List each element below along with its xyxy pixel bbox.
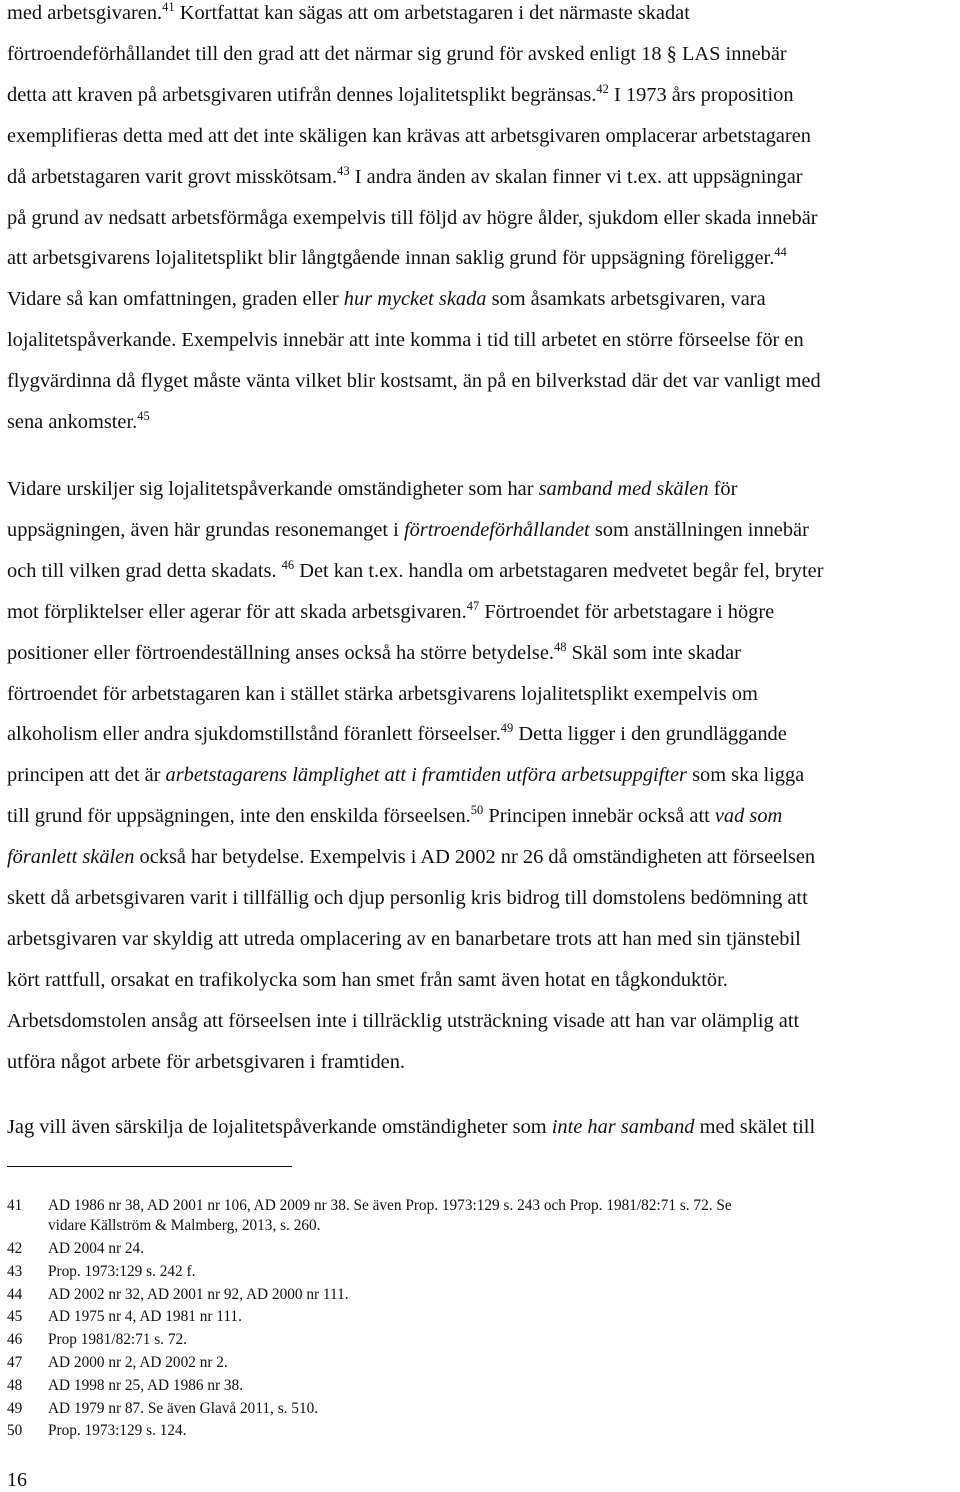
footnote-text: Prop 1981/82:71 s. 72. xyxy=(48,1331,187,1349)
footnote-text: AD 1998 nr 25, AD 1986 nr 38. xyxy=(48,1376,244,1394)
text-run: skett då arbetsgivaren varit i tillfällig och djup personlig kris bidrog till domstolens bedömning att xyxy=(7,887,808,909)
text-run: som anställningen innebär xyxy=(589,518,809,541)
text-line xyxy=(7,600,774,624)
text-line xyxy=(7,42,787,66)
footnote-text: vidare Källström & Malmberg, 2013, s. 260. xyxy=(48,1217,321,1235)
text-run: med arbetsgivaren. xyxy=(7,2,163,24)
text-line xyxy=(7,1050,405,1074)
footnote-text: AD 1979 nr 87. Se även Glavå 2011, s. 510. xyxy=(48,1399,319,1417)
emphasis-text: hur mycket skada xyxy=(343,288,487,311)
text-run: med skälet till xyxy=(694,1116,816,1138)
text-run: förtroendet för arbetstagaren kan i stället stärka arbetsgivarens lojalitetsplikt exempelvis om xyxy=(7,682,758,705)
footnote-number: 43 xyxy=(7,1262,23,1280)
text-run: Förtroendet för arbetstagare i högre xyxy=(479,600,775,623)
footnote-ref: 49 xyxy=(500,721,514,736)
emphasis-text: samband med skälen xyxy=(538,478,709,500)
footnote-number: 47 xyxy=(7,1354,23,1371)
footnote-ref: 45 xyxy=(137,409,150,423)
text-run: Principen innebär också att xyxy=(483,805,715,828)
text-line xyxy=(7,559,824,583)
text-run: Detta ligger i den grundläggande xyxy=(513,723,787,746)
footnote-text: AD 1986 nr 38, AD 2001 nr 106, AD 2009 nr 38. Se även Prop. 1973:129 s. 243 och Prop. 1981/82:71 s. 72. Se xyxy=(48,1197,732,1214)
text-line xyxy=(7,206,818,230)
footnote-ref: 46 xyxy=(281,557,295,572)
text-run: detta att kraven på arbetsgivaren utifrån dennes lojalitetsplikt begränsas. xyxy=(7,83,597,106)
text-run: Skäl som inte skadar xyxy=(566,641,741,664)
footnote-ref: 42 xyxy=(596,81,609,96)
text-run: uppsägningen, även här grundas resonemanget i xyxy=(7,518,404,541)
text-line xyxy=(7,682,758,706)
text-line xyxy=(7,845,815,869)
footnote-ref: 48 xyxy=(553,639,567,654)
text-run: mot förpliktelser eller agerar för att skada arbetsgivaren. xyxy=(7,600,467,623)
text-run: I andra änden av skalan finner vi t.ex. att uppsägningar xyxy=(349,165,803,188)
footnote-number: 42 xyxy=(7,1240,23,1257)
footnote-number: 44 xyxy=(7,1285,23,1303)
text-run: lojalitetspåverkande. Exempelvis innebär att inte komma i tid till arbetet en större förseelse för en xyxy=(7,329,804,352)
text-line xyxy=(7,518,809,542)
footnote-number: 49 xyxy=(7,1399,23,1417)
text-run: positioner eller förtroendeställning anses också ha större betydelse. xyxy=(7,641,554,664)
footnote-text: Prop. 1973:129 s. 124. xyxy=(48,1422,187,1440)
text-run: principen att det är xyxy=(7,764,166,787)
text-run: Vidare urskiljer sig lojalitetspåverkande omständigheter som har xyxy=(7,478,539,500)
footnote-ref: 47 xyxy=(466,598,480,613)
page-number: 16 xyxy=(7,1469,27,1491)
text-line xyxy=(7,968,728,992)
text-line xyxy=(7,287,766,311)
text-line xyxy=(7,165,803,189)
emphasis-text: inte har samband xyxy=(551,1116,695,1138)
emphasis-text: arbetstagarens lämplighet att i framtiden utföra arbetsuppgifter xyxy=(165,764,687,787)
text-run: också har betydelse. Exempelvis i AD 2002 nr 26 då omständigheten att förseelsen xyxy=(134,846,816,869)
text-run: som ska ligga xyxy=(687,764,805,787)
text-line xyxy=(7,83,794,107)
text-line xyxy=(7,1115,815,1139)
footnote-number: 41 xyxy=(7,1197,23,1214)
text-line xyxy=(7,1,690,25)
footnote-text: AD 1975 nr 4, AD 1981 nr 111. xyxy=(48,1308,242,1326)
text-run: förtroendeförhållandet till den grad att det närmar sig grund för avsked enligt 18 § LAS innebär xyxy=(7,42,787,65)
footnote-ref: 50 xyxy=(470,803,484,818)
text-run: I 1973 års proposition xyxy=(608,83,794,106)
text-line xyxy=(7,477,737,501)
text-run: Vidare så kan omfattningen, graden eller xyxy=(7,288,344,311)
text-run: flygvärdinna då flyget måste vänta vilket blir kostsamt, än på en bilverkstad där det var vanligt med xyxy=(7,370,821,393)
text-run: exemplifieras detta med att det inte skäligen kan krävas att arbetsgivaren omplacerar arbetstagaren xyxy=(7,124,811,147)
text-line xyxy=(7,410,150,434)
text-line xyxy=(7,763,804,787)
text-line xyxy=(7,641,741,665)
text-run: kört rattfull, orsakat en trafikolycka som han smet från samt även hotat en tågkonduktör. xyxy=(7,968,728,991)
text-line xyxy=(7,246,787,270)
emphasis-text: förtroendeförhållandet xyxy=(403,518,590,541)
text-run: och till vilken grad detta skadats. xyxy=(7,559,282,582)
footnote-number: 48 xyxy=(7,1376,23,1394)
footnote-text: AD 2002 nr 32, AD 2001 nr 92, AD 2000 nr 111. xyxy=(48,1285,349,1303)
text-run: att arbetsgivarens lojalitetsplikt blir långtgående innan saklig grund för uppsägning föreligger. xyxy=(7,247,775,270)
text-run: Arbetsdomstolen ansåg att förseelsen inte i tillräcklig utsträckning visade att han var olämplig att xyxy=(7,1009,800,1032)
text-run: då arbetstagaren varit grovt misskötsam. xyxy=(7,165,338,188)
footnote-number: 50 xyxy=(7,1422,23,1440)
footnote-text: AD 2004 nr 24. xyxy=(48,1240,145,1257)
footnote-ref: 41 xyxy=(162,0,175,14)
footnote-separator xyxy=(7,1166,292,1167)
text-run: Jag vill även särskilja de lojalitetspåverkande omständigheter som xyxy=(7,1116,552,1138)
text-run: Det kan t.ex. handla om arbetstagaren medvetet begår fel, bryter xyxy=(294,559,824,582)
footnote-text: Prop. 1973:129 s. 242 f. xyxy=(48,1262,196,1280)
text-run: alkoholism eller andra sjukdomstillstånd föranlett förseelser. xyxy=(7,723,501,746)
text-line xyxy=(7,369,821,393)
text-line xyxy=(7,124,811,148)
text-line xyxy=(7,1009,799,1033)
footnote-number: 46 xyxy=(7,1331,23,1349)
text-run: för xyxy=(708,478,738,500)
text-run: sena ankomster. xyxy=(7,411,138,433)
emphasis-text: vad som xyxy=(714,805,783,828)
footnote-ref: 43 xyxy=(337,163,350,178)
footnote-ref: 44 xyxy=(774,245,787,260)
text-line xyxy=(7,328,804,352)
text-line xyxy=(7,886,808,910)
footnote-number: 45 xyxy=(7,1308,23,1326)
text-run: arbetsgivaren var skyldig att utreda omplacering av en banarbetare trots att han med sin tjänstebil xyxy=(7,927,801,950)
text-run: som åsamkats arbetsgivaren, vara xyxy=(486,288,766,311)
text-run: utföra något arbete för arbetsgivaren i framtiden. xyxy=(7,1050,406,1073)
emphasis-text: föranlett skälen xyxy=(7,846,135,869)
text-line xyxy=(7,722,787,746)
text-run: till grund för uppsägningen, inte den enskilda förseelsen. xyxy=(7,805,471,828)
text-run: Kortfattat kan sägas att om arbetstagaren i det närmaste skadat xyxy=(174,2,690,24)
footnote-text: AD 2000 nr 2, AD 2002 nr 2. xyxy=(48,1354,228,1371)
text-line xyxy=(7,927,801,951)
text-line xyxy=(7,804,782,828)
text-run: på grund av nedsatt arbetsförmåga exempelvis till följd av högre ålder, sjukdom eller skada innebär xyxy=(7,206,818,229)
